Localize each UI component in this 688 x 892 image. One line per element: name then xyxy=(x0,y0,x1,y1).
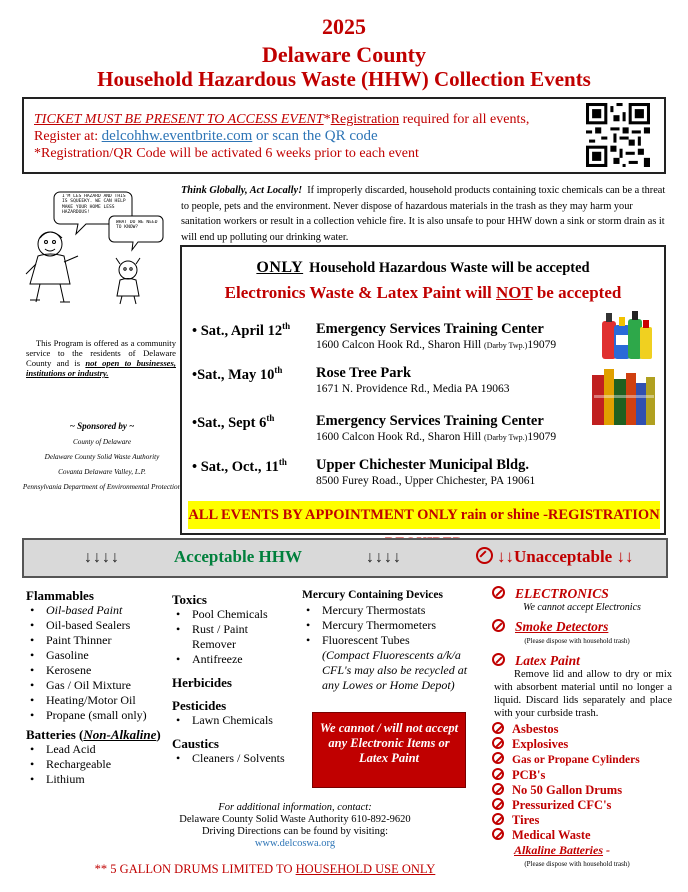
intro-paragraph xyxy=(181,183,671,245)
qr-code-icon[interactable] xyxy=(586,103,650,167)
unacceptable-item xyxy=(492,828,672,843)
ticket-registration: Registration xyxy=(330,112,400,127)
unacceptable-item xyxy=(492,813,672,828)
not-word: NOT xyxy=(496,283,533,302)
list-item: • Heating/Motor Oil xyxy=(26,693,171,708)
prohibited-icon xyxy=(492,722,504,734)
unacceptable-item xyxy=(492,798,672,813)
appointment-banner: ALL EVENTS BY APPOINTMENT ONLY rain or shine -REGISTRATION xyxy=(188,501,660,529)
not-line-a: Electronics Waste & Latex Paint will xyxy=(224,283,497,302)
intro-lead: Think Globally, Act Locally! xyxy=(181,185,303,196)
drums-text: ** 5 GALLON DRUMS LIMITED TO xyxy=(94,862,296,876)
page-title: Household Hazardous Waste (HHW) Collection Events xyxy=(97,67,591,91)
herbicides-heading: Herbicides xyxy=(172,675,232,690)
event-address-text: 1600 Calcon Hook Rd., Sharon Hill xyxy=(316,339,485,351)
event-date: •Sat., Sept 6th xyxy=(192,413,275,431)
header-year: 2025 xyxy=(322,14,366,39)
latex-text: Latex Paint xyxy=(515,653,580,668)
prohibited-icon xyxy=(492,653,505,666)
ticket-required: required for all events, xyxy=(399,112,530,127)
list-item: • Oil-based Paint xyxy=(26,603,171,618)
event-place: Emergency Services Training Center xyxy=(316,321,544,337)
unacceptable-item xyxy=(492,722,672,737)
item-text: No 50 Gallon Drums xyxy=(512,783,623,797)
prohibited-icon xyxy=(492,798,504,810)
accepted-text: Household Hazardous Waste will be accepted xyxy=(309,260,590,276)
list-item: • Gasoline xyxy=(26,648,171,663)
list-item: • Mercury Thermostats xyxy=(302,603,480,618)
unacceptable-item xyxy=(492,737,672,752)
item-text: Tires xyxy=(512,813,540,827)
prohibited-icon xyxy=(492,828,504,840)
sponsor-item: County of Delaware xyxy=(72,438,132,446)
prohibited-icon xyxy=(492,737,504,749)
batteries-heading-text: Batteries ( xyxy=(26,727,84,742)
list-item: • Gas / Oil Mixture xyxy=(26,678,171,693)
event-date-text: Sat., May 10 xyxy=(197,366,275,383)
flammables-heading: Flammables xyxy=(26,588,94,603)
sponsor-item: Delaware County Solid Waste Authority xyxy=(44,453,160,461)
sponsors-list xyxy=(22,421,182,497)
list-item: • Rust / Paint Remover xyxy=(172,622,292,652)
event-address-zip: 19079 xyxy=(527,339,557,351)
smoke-text: Smoke Detectors xyxy=(515,619,609,634)
sponsors-heading: ~ Sponsored by ~ xyxy=(69,421,135,431)
or-scan: or scan the QR code xyxy=(252,128,378,144)
event-place: Rose Tree Park xyxy=(316,365,412,381)
event-address-text: 1600 Calcon Hook Rd., Sharon Hill xyxy=(316,431,485,443)
event-date-sup: th xyxy=(282,321,291,331)
unacceptable-item xyxy=(492,768,672,783)
not-line-b: be accepted xyxy=(532,283,622,302)
prohibited-icon xyxy=(492,813,504,825)
prohibited-icon xyxy=(492,586,505,599)
list-item: • Antifreeze xyxy=(172,652,292,667)
event-address-zip: 19079 xyxy=(527,431,557,443)
list-item: • Paint Thinner xyxy=(26,633,171,648)
register-at: Register at: xyxy=(34,129,99,144)
list-item: • Fluorescent Tubes xyxy=(302,633,480,648)
alkaline-text: Alkaline Batteries xyxy=(514,843,604,857)
list-item: • Lithium xyxy=(26,772,171,787)
ticket-text xyxy=(34,111,574,162)
event-date-sup: th xyxy=(274,365,283,375)
ticket-note: *Registration/QR Code will be activated 6 weeks prior to each event xyxy=(34,146,419,161)
list-item: • Mercury Thermometers xyxy=(302,618,480,633)
cartoon-bubble-2: WHAT DO WE NEED TO KNOW? xyxy=(116,220,158,231)
alkaline-dash: - xyxy=(603,843,611,857)
mercury-heading: Mercury Containing Devices xyxy=(302,589,443,601)
drums-household-only: HOUSEHOLD USE ONLY xyxy=(295,862,436,876)
item-text: PCB's xyxy=(512,768,546,782)
only-label: ONLY xyxy=(256,259,304,276)
event-date-text: Sat., Sept 6 xyxy=(197,414,267,431)
acceptable-heading: Acceptable HHW xyxy=(174,547,302,566)
acceptable-unacceptable-band xyxy=(22,538,668,578)
smoke-detectors-heading xyxy=(492,619,672,634)
sponsor-item: Pennsylvania Department of Environmental Protection xyxy=(22,483,182,491)
list-item: • Pool Chemicals xyxy=(172,607,292,622)
contact-line: For additional information, contact: xyxy=(218,802,372,813)
unacceptable-heading xyxy=(476,547,633,567)
household-products-image xyxy=(590,365,656,427)
electronics-text: ELECTRONICS xyxy=(515,586,609,601)
event-date-sup: th xyxy=(266,413,275,423)
contact-line: Delaware County Solid Waste Authority 610-892-9620 xyxy=(179,814,411,825)
alkaline-batteries xyxy=(514,843,672,857)
unacceptable-item xyxy=(492,752,672,768)
event-date-text: Sat., Oct., 11 xyxy=(200,458,279,475)
event-address xyxy=(316,339,556,351)
cartoon-mascots-image xyxy=(20,186,170,308)
contact-info xyxy=(100,802,490,850)
program-text: This Program is offered as a community service to the residents of Delaware County and is xyxy=(26,338,176,368)
sponsor-item: Covanta Delaware Valley, L.P. xyxy=(58,468,146,476)
event-address xyxy=(316,431,556,443)
down-arrows-icon: ↓↓↓↓ xyxy=(366,549,402,566)
cfl-note: (Compact Fluorescents a/k/a CFL's may also be recycled at any Lowes or Home Depot) xyxy=(322,648,468,692)
item-text: Pressurized CFC's xyxy=(512,798,612,812)
event-address: 8500 Furey Road., Upper Chichester, PA 19061 xyxy=(316,475,536,487)
event-place: Upper Chichester Municipal Bldg. xyxy=(316,457,529,473)
batteries-heading-end: ) xyxy=(156,727,161,742)
down-arrows-icon: ↓↓↓↓ xyxy=(84,549,120,566)
batteries-heading xyxy=(26,727,171,742)
program-not-open: not open to businesses, institutions or industry. xyxy=(26,358,176,378)
cannot-accept-box: We cannot / will not accept any Electronic Items or Latex Paint xyxy=(312,712,466,788)
list-item: • Rechargeable xyxy=(26,757,171,772)
list-item: • Lead Acid xyxy=(26,742,171,757)
hhw-only-heading xyxy=(182,259,664,277)
intro-body: If improperly discarded, household products containing toxic chemicals can be a threat to people, pets and the environment. Never dispose of hazardous materials in the trash as they may harm your sanitation workers or result in a collection vehicle fire. It is also unsafe to pour HHW down a sink or storm drain as it will end up polluting our drinking water. xyxy=(181,185,666,243)
caustics-heading: Caustics xyxy=(172,736,219,751)
chemical-bottles-image xyxy=(600,303,654,361)
list-item: • Kerosene xyxy=(26,663,171,678)
event-place: Emergency Services Training Center xyxy=(316,413,544,429)
drums-footer xyxy=(30,862,500,877)
list-item: • Propane (small only) xyxy=(26,708,171,723)
list-item: • Cleaners / Solvents xyxy=(172,751,292,766)
ticket-star: * xyxy=(323,112,331,127)
electronics-heading xyxy=(492,586,672,601)
alkaline-note: (Please dispose with household trash) xyxy=(524,860,630,868)
ticket-must: TICKET MUST BE PRESENT TO ACCESS EVENT xyxy=(34,112,324,127)
cartoon-bubble-1: I'M LES HAZARD AND THIS IS SQUEEKY. WE CAN HELP MAKE YOUR HOME LESS HAZARDOUS! xyxy=(62,194,126,216)
toxics-column xyxy=(172,588,292,766)
event-date: • Sat., Oct., 11th xyxy=(192,457,287,475)
prohibited-icon xyxy=(476,547,493,564)
smoke-note: (Please dispose with household trash) xyxy=(524,637,630,645)
list-item: • Lawn Chemicals xyxy=(172,713,292,728)
event-address-note: (Darby Twp.) xyxy=(484,341,528,350)
mercury-column xyxy=(302,584,480,693)
unacceptable-text: ↓↓Unacceptable ↓↓ xyxy=(497,547,634,566)
prohibited-icon xyxy=(492,768,504,780)
prohibited-icon xyxy=(492,619,505,632)
electronics-note: We cannot accept Electronics xyxy=(523,602,641,613)
event-date: • Sat., April 12th xyxy=(192,321,291,339)
prohibited-icon xyxy=(492,783,504,795)
event-address: 1671 N. Providence Rd., Media PA 19063 xyxy=(316,383,510,395)
events-box xyxy=(180,245,666,535)
batteries-heading-u: Non-Alkaline xyxy=(83,727,157,742)
pesticides-heading: Pesticides xyxy=(172,698,227,713)
program-notice xyxy=(26,338,176,378)
flammables-column xyxy=(26,584,171,787)
ticket-box xyxy=(22,97,666,174)
event-date: •Sat., May 10th xyxy=(192,365,283,383)
toxics-heading: Toxics xyxy=(172,592,207,607)
unacceptable-column xyxy=(492,586,672,871)
latex-paint-heading xyxy=(492,653,672,668)
list-item: • Oil-based Sealers xyxy=(26,618,171,633)
latex-instructions: Remove lid and allow to dry or mix with absorbent material until no longer a liquid. Discard lids separately and place with your curbside trash. xyxy=(494,669,672,719)
item-text: Explosives xyxy=(512,737,569,751)
website-link[interactable]: www.delcoswa.org xyxy=(254,838,336,849)
event-address-note: (Darby Twp.) xyxy=(484,433,528,442)
eventbrite-link[interactable]: delcohhw.eventbrite.com xyxy=(101,128,253,144)
contact-line: Driving Directions can be found by visiting: xyxy=(201,826,389,837)
item-text: Medical Waste xyxy=(512,828,591,842)
not-accepted-heading xyxy=(182,283,664,303)
header-county: Delaware County xyxy=(262,42,426,67)
event-date-sup: th xyxy=(278,457,287,467)
event-date-text: Sat., April 12 xyxy=(200,322,283,339)
unacceptable-item xyxy=(492,783,672,798)
item-text: Gas or Propane Cylinders xyxy=(512,754,640,766)
item-text: Asbestos xyxy=(512,722,559,736)
prohibited-icon xyxy=(492,752,504,764)
